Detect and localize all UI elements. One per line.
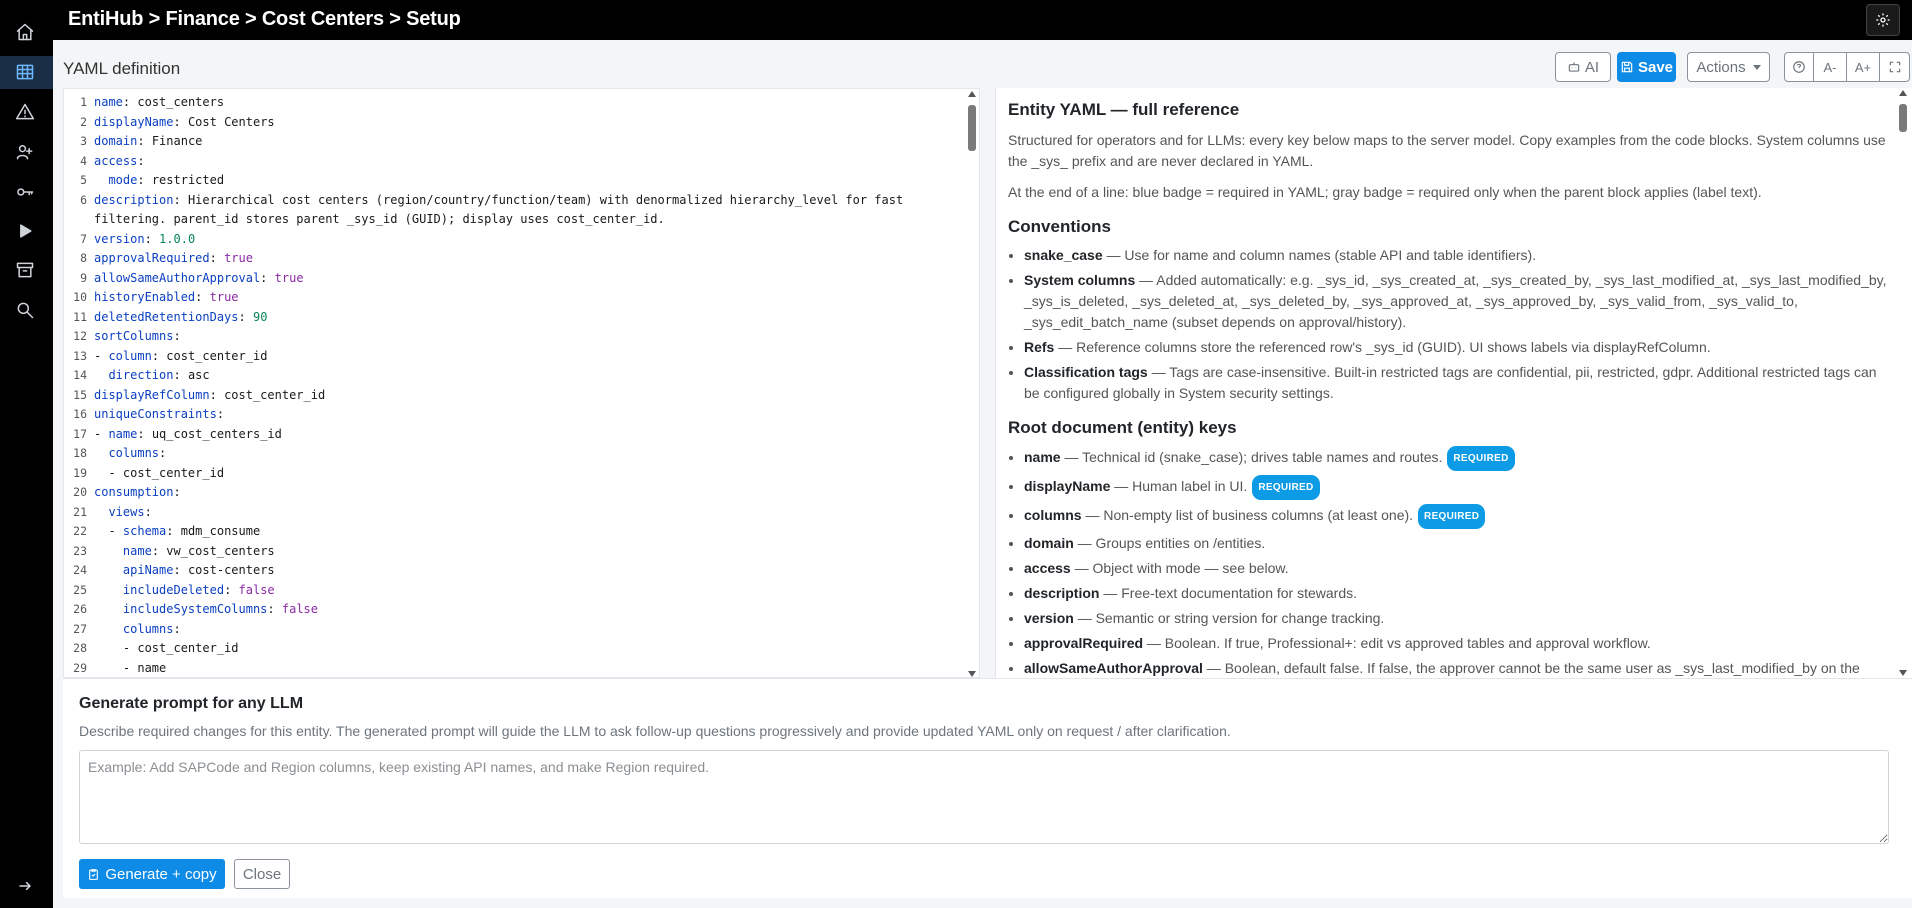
reference-item <box>1024 558 1888 579</box>
reference-text: — Technical id (snake_case); drives table names and routes. <box>1060 449 1443 465</box>
code-line <box>64 425 964 445</box>
reference-intro: Structured for operators and for LLMs: every key below maps to the server model. Copy examples from the code blocks. System columns use the _sys_ prefix and are never declared in YAML. <box>1008 132 1886 169</box>
yaml-value: name <box>137 660 167 675</box>
yaml-key: includeDeleted <box>122 582 225 597</box>
font-increase-label: A+ <box>1854 59 1872 75</box>
yaml-value: mdm_consume <box>180 524 261 538</box>
yaml-key: includeSystemColumns <box>122 602 268 616</box>
yaml-key: direction <box>108 368 174 382</box>
badge-note: At the end of a line: blue badge = required in YAML; gray badge = required only when the parent block applies (label text). <box>1008 184 1762 200</box>
conventions-title: Conventions <box>1008 217 1111 236</box>
line-number: 7 <box>80 231 87 246</box>
users-icon[interactable] <box>13 140 37 164</box>
code-line <box>64 327 964 347</box>
yaml-key: columns <box>108 446 160 460</box>
fullscreen-button[interactable] <box>1879 52 1910 82</box>
reference-item <box>1024 583 1888 604</box>
reference-term: access <box>1024 560 1071 576</box>
line-text: includeDeleted: false <box>94 581 954 601</box>
code-line <box>64 152 964 172</box>
reference-term: Refs <box>1024 339 1055 355</box>
ai-button[interactable] <box>1555 52 1611 82</box>
reference-item <box>1024 337 1888 358</box>
clipboard-icon <box>87 868 100 881</box>
scroll-down-arrow[interactable] <box>1899 670 1907 676</box>
reference-scrollbar[interactable] <box>1898 90 1908 676</box>
yaml-value: restricted <box>151 173 225 187</box>
line-number: 25 <box>73 582 87 597</box>
yaml-key: column <box>108 348 152 363</box>
yaml-key: mode <box>108 173 138 187</box>
code-line <box>64 542 964 562</box>
line-text: name: vw_cost_centers <box>94 542 954 562</box>
code-line <box>64 191 964 230</box>
prompt-title: Generate prompt for any LLM <box>79 695 304 712</box>
code-line <box>64 366 964 386</box>
line-indent: - <box>94 465 123 480</box>
yaml-value: asc <box>187 368 210 382</box>
code-line <box>64 503 964 523</box>
yaml-value: cost_center_id <box>122 465 225 480</box>
question-icon <box>1792 60 1806 74</box>
code-line <box>64 347 964 367</box>
yaml-key: domain <box>94 134 138 148</box>
reference-item <box>1024 446 1888 471</box>
reference-text: — Object with mode — see below. <box>1070 560 1289 576</box>
line-text: - name: uq_cost_centers_id <box>94 426 282 441</box>
reference-term: description <box>1024 585 1100 601</box>
line-text: columns: <box>94 444 954 464</box>
line-text: mode: restricted <box>94 171 954 191</box>
reference-term: version <box>1024 610 1074 626</box>
line-text: - schema: mdm_consume <box>94 524 261 538</box>
prompt-panel <box>63 678 1912 898</box>
code-line <box>64 659 964 679</box>
line-text: historyEnabled: true <box>94 290 239 304</box>
scroll-up-arrow[interactable] <box>1899 90 1907 96</box>
line-number: 3 <box>80 134 87 148</box>
reference-term: Classification tags <box>1024 364 1148 380</box>
yaml-key: historyEnabled <box>94 290 196 304</box>
gear-icon <box>1875 12 1891 28</box>
line-number: 4 <box>80 153 87 168</box>
code-line <box>64 269 964 289</box>
line-indent: - <box>94 524 123 538</box>
yaml-value: true <box>224 251 253 265</box>
yaml-value: 90 <box>252 309 268 324</box>
yaml-value: vw_cost_centers <box>166 543 275 558</box>
line-indent <box>94 368 108 382</box>
code-line <box>64 230 964 250</box>
home-icon[interactable] <box>13 20 37 44</box>
line-text: includeSystemColumns: false <box>94 600 954 620</box>
line-text: views: <box>94 503 954 523</box>
top-header <box>53 0 1912 40</box>
yaml-key: version <box>94 231 145 246</box>
line-number: 13 <box>73 348 87 363</box>
line-number: 20 <box>73 485 87 499</box>
yaml-value: Finance <box>151 134 203 148</box>
line-text: displayRefColumn: cost_center_id <box>94 387 326 402</box>
editor-scrollbar[interactable] <box>967 91 977 677</box>
line-text: deletedRetentionDays: 90 <box>94 309 268 324</box>
reference-item <box>1024 362 1888 404</box>
reference-text: — Human label in UI. <box>1110 478 1248 494</box>
required-badge: REQUIRED <box>1252 475 1319 500</box>
reference-item <box>1024 608 1888 629</box>
code-line <box>64 288 964 308</box>
reference-text: — Non-empty list of business columns (at least one). <box>1081 507 1414 523</box>
scroll-thumb[interactable] <box>1899 104 1907 132</box>
line-indent <box>94 544 123 558</box>
scroll-up-arrow[interactable] <box>968 91 976 97</box>
ai-label: AI <box>1584 58 1600 76</box>
expand-arrow-icon[interactable] <box>13 874 37 898</box>
yaml-value: 1.0.0 <box>159 231 196 246</box>
code-line <box>64 171 964 191</box>
font-decrease-label: A- <box>1823 59 1837 75</box>
line-indent <box>94 446 108 460</box>
actions-label: Actions <box>1696 58 1746 76</box>
search-icon[interactable] <box>13 298 37 322</box>
line-number: 16 <box>73 407 87 421</box>
yaml-key: columns <box>122 621 174 636</box>
yaml-value: cost_center_id <box>166 348 268 363</box>
line-number: 8 <box>80 251 87 265</box>
code-line <box>64 620 964 640</box>
reference-term: allowSameAuthorApproval <box>1024 660 1203 676</box>
yaml-key: description <box>94 192 174 207</box>
line-text: description: Hierarchical cost centers (region/country/function/team) with denormalized hierarchy_level for fast filtering. parent_id stores parent _sys_id (GUID); display uses cost_center_id. <box>94 192 911 226</box>
play-icon[interactable] <box>13 219 37 243</box>
line-number: 17 <box>73 426 87 441</box>
line-text: approvalRequired: true <box>94 251 253 265</box>
line-number: 22 <box>73 524 87 538</box>
alert-icon[interactable] <box>13 100 37 124</box>
yaml-key: uniqueConstraints <box>94 407 217 421</box>
reference-item <box>1024 504 1888 529</box>
scroll-down-arrow[interactable] <box>968 671 976 677</box>
yaml-key: name <box>122 543 152 558</box>
line-number: 23 <box>73 543 87 558</box>
yaml-value: uq_cost_centers_id <box>151 426 282 441</box>
yaml-value: cost_centers <box>137 95 225 109</box>
line-number: 1 <box>80 95 87 109</box>
prompt-description: Describe required changes for this entity. The generated prompt will guide the LLM to ask follow-up questions progressively and provide updated YAML only on request / after clarification. <box>79 723 1231 739</box>
code-line <box>64 113 964 133</box>
reference-text: — Added automatically: e.g. _sys_id, _sys_created_at, _sys_created_by, _sys_last_modified_at, _sys_last_modified_by, _sys_is_deleted, _sys_deleted_at, _sys_deleted_by, _sys_approved_at, _sys_approved_by, _sys_valid_from, _sys_valid_to, _sys_edit_batch_name (subset depends on approval/history). <box>1024 272 1887 330</box>
line-indent: - <box>94 641 138 655</box>
code-lines <box>64 93 964 678</box>
settings-button[interactable] <box>1866 4 1900 36</box>
code-line <box>64 522 964 542</box>
line-text: allowSameAuthorApproval: true <box>94 270 304 285</box>
yaml-key: displayRefColumn <box>94 387 210 402</box>
reference-text: — Groups entities on /entities. <box>1073 535 1266 551</box>
yaml-key: name <box>108 426 138 441</box>
line-text <box>94 464 954 484</box>
yaml-key: schema <box>122 524 167 538</box>
code-line <box>64 561 964 581</box>
reference-text: — Boolean. If true, Professional+: edit vs approved tables and approval workflow. <box>1143 635 1651 651</box>
line-number: 26 <box>73 602 87 616</box>
reference-text: — Use for name and column names (stable API and table identifiers). <box>1102 247 1537 263</box>
code-line <box>64 386 964 406</box>
line-indent <box>94 583 123 597</box>
line-text: access: <box>94 153 145 168</box>
code-line <box>64 132 964 152</box>
yaml-value: Hierarchical cost centers (region/country/function/team) with denormalized hierarchy_level for fast filtering. parent_id stores parent _sys_id (GUID); display uses cost_center_id. <box>94 192 911 226</box>
line-number: 21 <box>73 504 87 519</box>
yaml-value: true <box>274 270 304 285</box>
help-button[interactable] <box>1784 52 1814 82</box>
line-text: version: 1.0.0 <box>94 231 196 246</box>
line-number: 10 <box>73 290 87 304</box>
yaml-value: Cost Centers <box>187 114 275 129</box>
line-number: 15 <box>73 387 87 402</box>
line-number: 12 <box>73 329 87 343</box>
yaml-value: false <box>238 582 275 597</box>
line-number: 11 <box>73 309 87 324</box>
yaml-key: views <box>108 504 145 519</box>
code-line <box>64 405 964 425</box>
conventions-list <box>1008 245 1888 404</box>
line-text: displayName: Cost Centers <box>94 114 275 129</box>
line-number: 27 <box>73 621 87 636</box>
line-text: uniqueConstraints: <box>94 407 225 421</box>
line-indent <box>94 505 108 519</box>
reference-term: columns <box>1024 507 1082 523</box>
yaml-key: access <box>94 153 138 168</box>
line-indent: - <box>94 426 109 441</box>
yaml-key: sortColumns <box>94 329 174 343</box>
yaml-value: cost_center_id <box>137 641 239 655</box>
code-line <box>64 93 964 113</box>
yaml-key: consumption <box>94 485 174 499</box>
line-number: 2 <box>80 114 87 129</box>
reference-text: — Free-text documentation for stewards. <box>1099 585 1358 601</box>
line-number: 6 <box>80 192 87 207</box>
yaml-key: deletedRetentionDays <box>94 309 239 324</box>
line-text: columns: <box>94 620 954 640</box>
code-line <box>64 249 964 269</box>
line-text <box>94 659 954 679</box>
yaml-key: approvalRequired <box>94 251 210 265</box>
reference-text: — Semantic or string version for change tracking. <box>1073 610 1385 626</box>
reference-item <box>1024 245 1888 266</box>
yaml-key: displayName <box>94 114 174 129</box>
required-badge: REQUIRED <box>1447 446 1514 471</box>
line-number: 5 <box>80 173 87 187</box>
line-text: domain: Finance <box>94 134 203 148</box>
line-indent: - <box>94 660 138 675</box>
line-text: - column: cost_center_id <box>94 348 268 363</box>
section-title: YAML definition <box>63 59 181 78</box>
line-number: 18 <box>73 446 87 460</box>
key-icon[interactable] <box>13 180 37 204</box>
reference-term: domain <box>1024 535 1074 551</box>
yaml-key: name <box>94 95 123 109</box>
line-text: direction: asc <box>94 366 954 386</box>
required-badge: REQUIRED <box>1418 504 1485 529</box>
line-number: 9 <box>80 270 87 285</box>
actions-dropdown[interactable] <box>1687 52 1770 82</box>
line-indent <box>94 173 108 187</box>
font-decrease-button[interactable] <box>1813 52 1847 82</box>
yaml-key: allowSameAuthorApproval <box>94 270 261 285</box>
reference-text: — Reference columns store the referenced row's _sys_id (GUID). UI shows labels via displayRefColumn. <box>1054 339 1711 355</box>
line-number: 24 <box>73 563 87 577</box>
code-line <box>64 600 964 620</box>
line-number: 28 <box>73 641 87 655</box>
line-number: 29 <box>73 660 87 675</box>
yaml-value: false <box>281 602 318 616</box>
reference-item <box>1024 633 1888 654</box>
yaml-editor[interactable] <box>63 88 980 678</box>
reference-item <box>1024 475 1888 500</box>
yaml-value: cost_center_id <box>224 387 326 402</box>
line-text: sortColumns: <box>94 329 181 343</box>
main-content <box>53 40 1912 908</box>
code-line <box>64 308 964 328</box>
line-text: consumption: <box>94 485 181 499</box>
yaml-value: true <box>209 290 239 304</box>
reference-term: name <box>1024 449 1061 465</box>
code-line <box>64 444 964 464</box>
reference-term: approvalRequired <box>1024 635 1144 651</box>
line-text: apiName: cost-centers <box>94 561 954 581</box>
root-keys-list <box>1008 446 1888 700</box>
reference-item <box>1024 533 1888 554</box>
scroll-thumb[interactable] <box>968 105 976 151</box>
root-keys-title: Root document (entity) keys <box>1008 418 1237 437</box>
reference-term: snake_case <box>1024 247 1103 263</box>
line-text <box>94 639 954 659</box>
reference-text: — Tags are case-insensitive. Built-in restricted tags are confidential, pii, restricted, gdpr. Additional restricted tags can be configured globally in System security settings. <box>1024 364 1877 401</box>
yaml-value: cost-centers <box>187 563 275 577</box>
save-label: Save <box>1637 58 1674 76</box>
code-line <box>64 581 964 601</box>
line-indent <box>94 563 123 577</box>
line-indent: - <box>94 348 109 363</box>
fullscreen-icon <box>1888 60 1902 74</box>
line-number: 19 <box>73 465 87 480</box>
breadcrumb: EntiHub > Finance > Cost Centers > Setup <box>68 8 461 30</box>
reference-panel <box>995 88 1912 678</box>
caret-down-icon <box>1753 65 1761 70</box>
reference-item <box>1024 270 1888 333</box>
reference-term: System columns <box>1024 272 1136 288</box>
line-indent <box>94 602 123 616</box>
robot-icon <box>1567 60 1581 74</box>
archive-icon[interactable] <box>13 258 37 282</box>
line-number: 14 <box>73 368 87 382</box>
line-text: name: cost_centers <box>94 95 225 109</box>
yaml-key: apiName <box>122 563 174 577</box>
close-button[interactable]: Close <box>234 859 290 889</box>
save-icon <box>1620 60 1634 74</box>
code-line <box>64 483 964 503</box>
reference-text: — Boolean, default false. If false, the approver cannot be the same user as _sys_last_modified_by on the <box>1206 660 1860 676</box>
code-line <box>64 639 964 659</box>
prompt-textarea[interactable] <box>79 750 1889 844</box>
generate-copy-button[interactable] <box>79 859 225 889</box>
reference-title: Entity YAML — full reference <box>1008 100 1240 119</box>
generate-copy-label: Generate + copy <box>105 865 217 883</box>
sidebar <box>0 0 53 908</box>
line-indent <box>94 622 123 636</box>
table-icon[interactable] <box>13 60 37 84</box>
code-line <box>64 464 964 484</box>
reference-term: displayName <box>1024 478 1111 494</box>
font-increase-button[interactable] <box>1846 52 1880 82</box>
save-button[interactable] <box>1617 52 1676 82</box>
